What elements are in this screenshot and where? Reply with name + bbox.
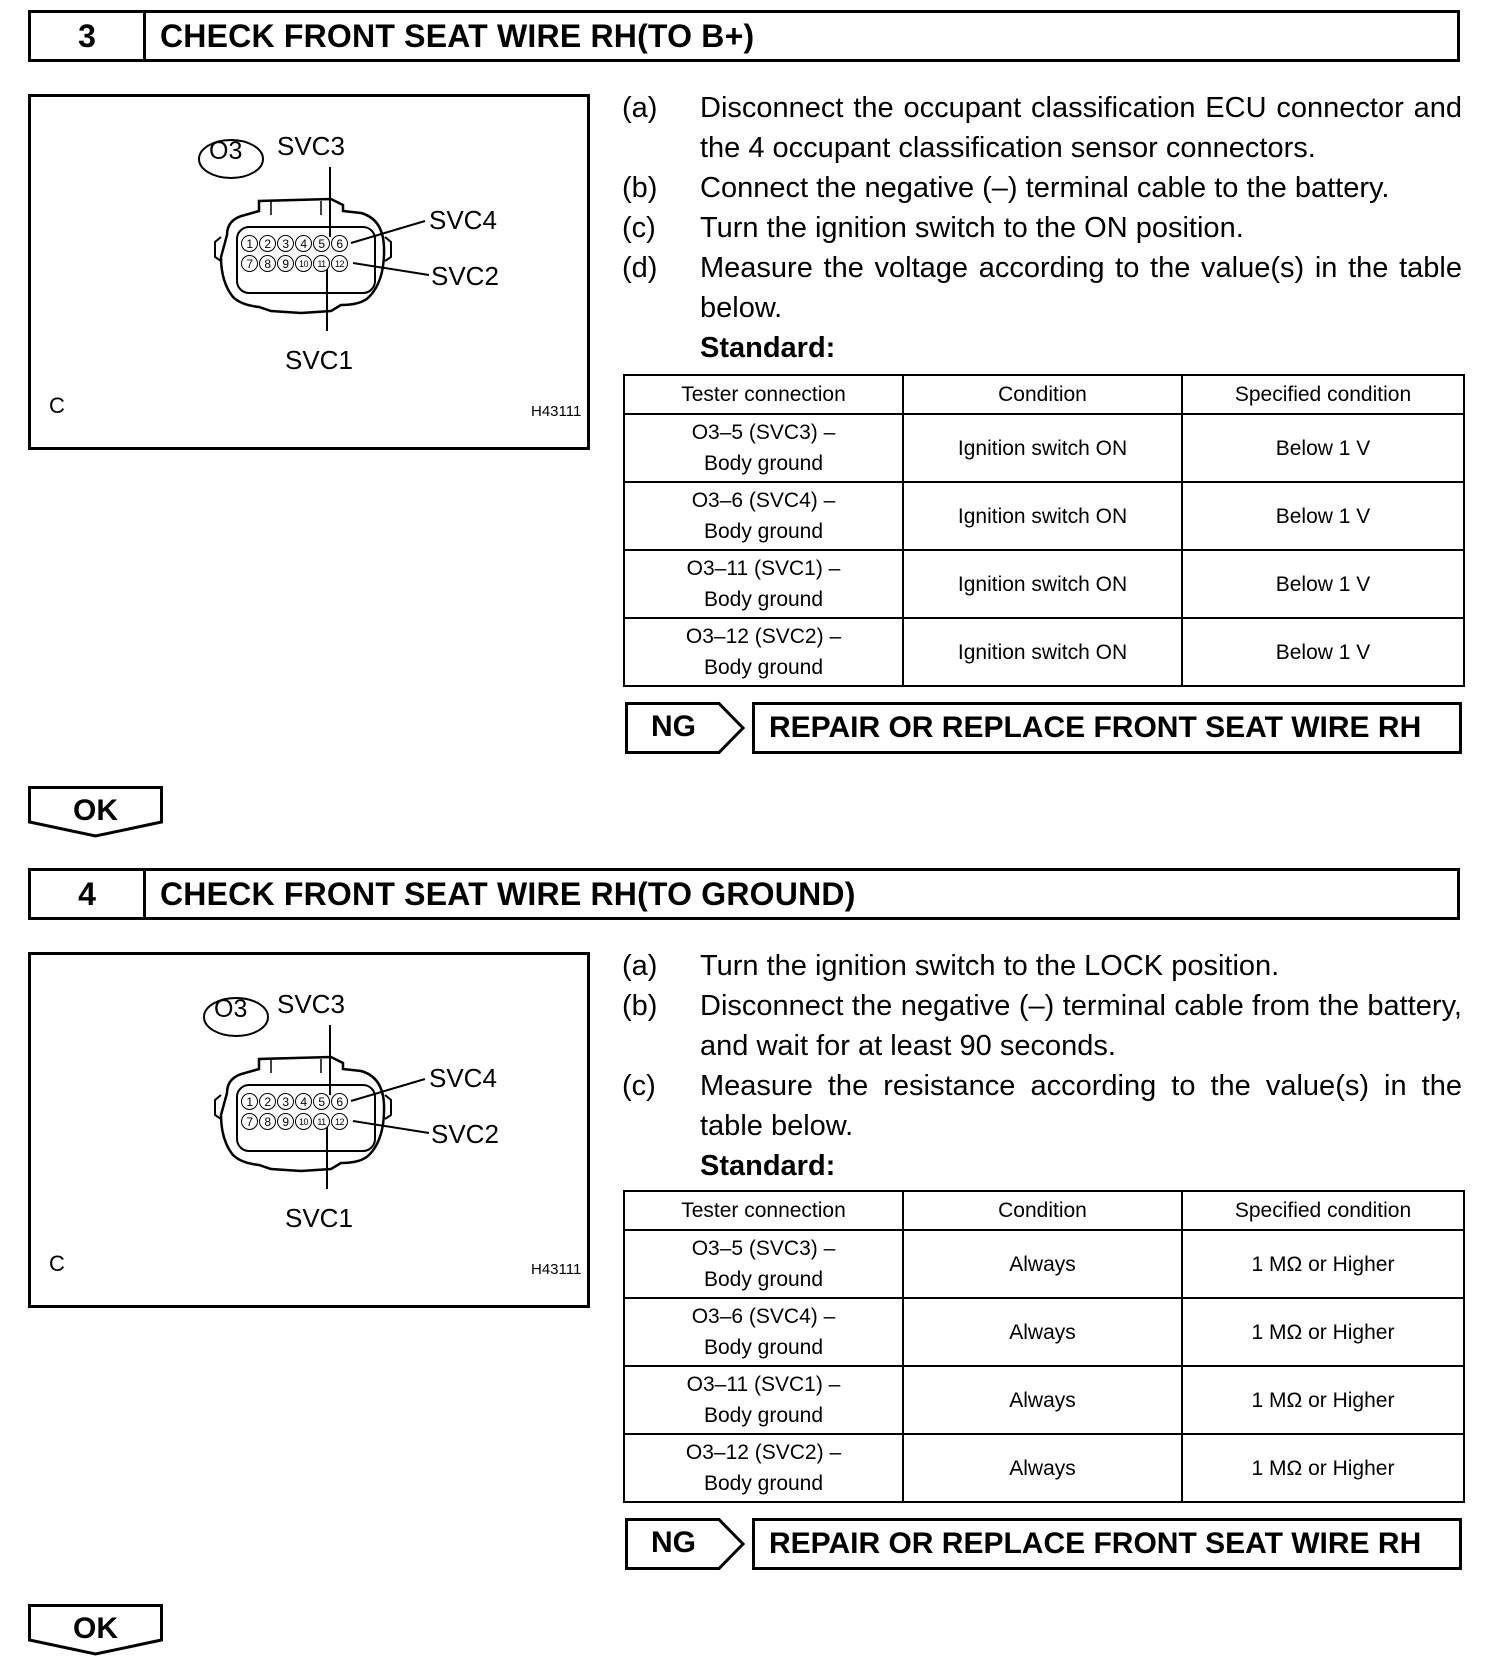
step-number: 3 [31, 13, 146, 59]
step-3-header [28, 10, 1460, 62]
connector-pin-3: 3 [277, 1093, 294, 1110]
svc3-label: SVC3 [277, 989, 345, 1019]
specified-condition-cell: 1 MΩ or Higher [1182, 1366, 1464, 1434]
connector-pin-1: 1 [241, 235, 258, 252]
tester-connection-cell: O3–5 (SVC3) – Body ground [624, 414, 903, 482]
connector-pin-12: 12 [331, 1113, 348, 1130]
condition-cell: Always [903, 1366, 1182, 1434]
connector-pin-4: 4 [295, 235, 312, 252]
ok-result-tag [28, 786, 168, 838]
connector-pin-10: 10 [295, 1113, 312, 1130]
instruction-item: (b) Disconnect the negative (–) terminal cable from the battery, and wait for at least 90 seconds. [622, 990, 1462, 1062]
tester-connection-cell: O3–11 (SVC1) – Body ground [624, 550, 903, 618]
connector-id-label: O3 [214, 995, 248, 1023]
connector-pin-7: 7 [241, 255, 258, 272]
column-header: Specified condition [1182, 1191, 1464, 1230]
table-row [624, 1434, 1464, 1502]
specified-condition-cell: Below 1 V [1182, 414, 1464, 482]
connector-pin-9: 9 [277, 255, 294, 272]
connector-pin-4: 4 [295, 1093, 312, 1110]
step-title: CHECK FRONT SEAT WIRE RH(TO B+) [160, 17, 755, 54]
column-header: Tester connection [624, 1191, 903, 1230]
specified-condition-cell: 1 MΩ or Higher [1182, 1434, 1464, 1502]
instruction-item: (a) Turn the ignition switch to the LOCK position. [622, 950, 1280, 982]
table-header-row [624, 1191, 1464, 1230]
instruction-item: (b) Connect the negative (–) terminal cable to the battery. [622, 172, 1390, 204]
instruction-list [622, 946, 1462, 1186]
column-header: Specified condition [1182, 375, 1464, 414]
connector-pin-2: 2 [259, 235, 276, 252]
connector-pin-8: 8 [259, 255, 276, 272]
step-number: 4 [31, 871, 146, 917]
connector-pin-11: 11 [313, 255, 330, 272]
tester-connection-cell: O3–5 (SVC3) – Body ground [624, 1230, 903, 1298]
connector-diagram [28, 94, 590, 450]
table-row [624, 550, 1464, 618]
figure-corner-letter: C [49, 1251, 65, 1276]
connector-pin-5: 5 [313, 1093, 330, 1110]
ng-label: NG [651, 710, 696, 743]
connector-pin-10: 10 [295, 255, 312, 272]
connector-pin-3: 3 [277, 235, 294, 252]
table-row [624, 414, 1464, 482]
tester-connection-cell: O3–12 (SVC2) – Body ground [624, 1434, 903, 1502]
specified-condition-cell: Below 1 V [1182, 550, 1464, 618]
connector-pin-1: 1 [241, 1093, 258, 1110]
connector-pin-8: 8 [259, 1113, 276, 1130]
table-row [624, 1298, 1464, 1366]
ng-result-arrow [625, 1518, 745, 1570]
spec-table [623, 1190, 1465, 1503]
tester-connection-cell: O3–6 (SVC4) – Body ground [624, 482, 903, 550]
table-row [624, 1230, 1464, 1298]
condition-cell: Always [903, 1230, 1182, 1298]
svc2-label: SVC2 [431, 1119, 499, 1149]
connector-id-label: O3 [209, 137, 243, 165]
condition-cell: Always [903, 1298, 1182, 1366]
ng-action-box: REPAIR OR REPLACE FRONT SEAT WIRE RH [752, 1518, 1462, 1570]
figure-code: H43111 [531, 1261, 582, 1278]
column-header: Tester connection [624, 375, 903, 414]
table-row [624, 482, 1464, 550]
condition-cell: Ignition switch ON [903, 482, 1182, 550]
condition-cell: Ignition switch ON [903, 414, 1182, 482]
ng-result-arrow [625, 702, 745, 754]
column-header: Condition [903, 1191, 1182, 1230]
tester-connection-cell: O3–11 (SVC1) – Body ground [624, 1366, 903, 1434]
instruction-item: (c) Measure the resistance according to the value(s) in the table below. [622, 1070, 1462, 1142]
instruction-item: (d) Measure the voltage according to the value(s) in the table below. [622, 252, 1462, 324]
figure-code: H43111 [531, 403, 582, 420]
step-4-header [28, 868, 1460, 920]
ng-action-box: REPAIR OR REPLACE FRONT SEAT WIRE RH [752, 702, 1462, 754]
connector-pin-6: 6 [331, 1093, 348, 1110]
specified-condition-cell: 1 MΩ or Higher [1182, 1230, 1464, 1298]
instruction-item: (a) Disconnect the occupant classification ECU connector and the 4 occupant classification sensor connectors. [622, 92, 1462, 164]
figure-corner-letter: C [49, 393, 65, 418]
specified-condition-cell: 1 MΩ or Higher [1182, 1298, 1464, 1366]
svc1-label: SVC1 [285, 345, 353, 375]
condition-cell: Ignition switch ON [903, 618, 1182, 686]
condition-cell: Always [903, 1434, 1182, 1502]
connector-pin-9: 9 [277, 1113, 294, 1130]
specified-condition-cell: Below 1 V [1182, 482, 1464, 550]
svc4-label: SVC4 [429, 205, 497, 235]
spec-table [623, 374, 1465, 687]
connector-pin-12: 12 [331, 255, 348, 272]
tester-connection-cell: O3–12 (SVC2) – Body ground [624, 618, 903, 686]
standard-label: Standard: [700, 1150, 836, 1182]
ok-label: OK [73, 1612, 118, 1645]
svc2-label: SVC2 [431, 261, 499, 291]
svc3-label: SVC3 [277, 131, 345, 161]
ok-result-tag [28, 1604, 168, 1656]
connector-pin-7: 7 [241, 1113, 258, 1130]
standard-label: Standard: [700, 332, 836, 364]
condition-cell: Ignition switch ON [903, 550, 1182, 618]
connector-diagram [28, 952, 590, 1308]
connector-pin-5: 5 [313, 235, 330, 252]
svc4-label: SVC4 [429, 1063, 497, 1093]
svc1-label: SVC1 [285, 1203, 353, 1233]
ng-label: NG [651, 1526, 696, 1559]
table-header-row [624, 375, 1464, 414]
specified-condition-cell: Below 1 V [1182, 618, 1464, 686]
table-row [624, 618, 1464, 686]
table-row [624, 1366, 1464, 1434]
ok-label: OK [73, 794, 118, 827]
tester-connection-cell: O3–6 (SVC4) – Body ground [624, 1298, 903, 1366]
connector-pin-11: 11 [313, 1113, 330, 1130]
instruction-list [622, 88, 1462, 368]
column-header: Condition [903, 375, 1182, 414]
connector-pin-6: 6 [331, 235, 348, 252]
connector-pin-2: 2 [259, 1093, 276, 1110]
instruction-item: (c) Turn the ignition switch to the ON position. [622, 212, 1244, 244]
step-title: CHECK FRONT SEAT WIRE RH(TO GROUND) [160, 875, 856, 912]
